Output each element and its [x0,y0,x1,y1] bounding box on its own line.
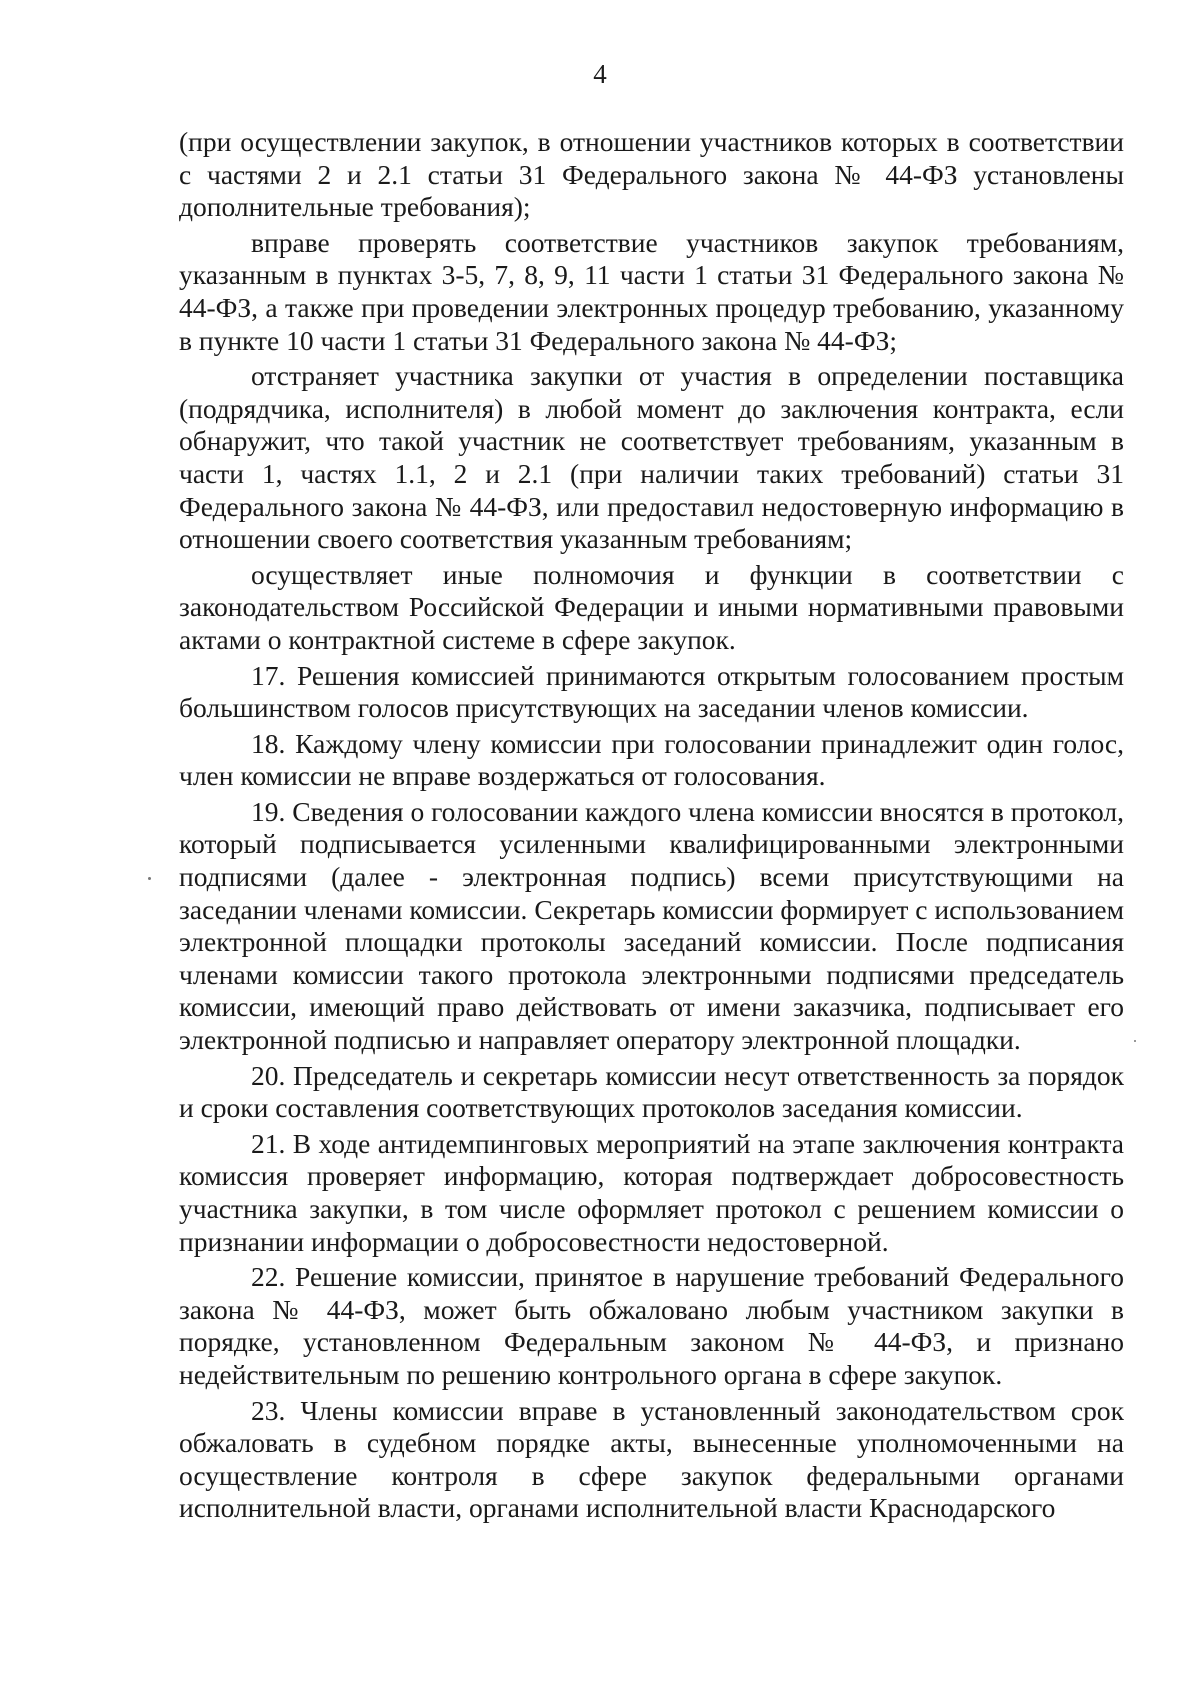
page-number: 4 [593,59,607,89]
paragraph-continuation: (при осуществлении закупок, в отношении участников которых в соответствии с частями 2 и 2.1 статьи 31 Федерального закона № 44-ФЗ установлены дополнительные требования); [179,126,1124,223]
document-body [179,126,1124,1528]
paragraph-other-powers: осуществляет иные полномочия и функции в соответствии с законодательством Российской Федерации и иными нормативными правовыми актами о контрактной системе в сфере закупок. [179,558,1124,655]
paragraph-18: 18. Каждому члену комиссии при голосовании принадлежит один голос, член комиссии не вправе воздержаться от голосования. [179,727,1124,792]
paragraph-19: 19. Сведения о голосовании каждого члена комиссии вносятся в протокол, который подписывается усиленными квалифицированными электронными подписями (далее - электронная подпись) всеми присутствующими на заседании членами комиссии. Секретарь комиссии формирует с использованием электронной площадки протоколы заседаний комиссии. После подписания членами комиссии такого протокола электронными подписями председатель комиссии, имеющий право действовать от имени заказчика, подписывает его электронной подписью и направляет оператору электронной площадки. [179,795,1124,1056]
paragraph-verify-requirements: вправе проверять соответствие участников закупок требованиям, указанным в пунктах 3-5, 7, 8, 9, 11 части 1 статьи 31 Федерального закона № 44-ФЗ, а также при проведении электронных процедур требованию, указанному в пункте 10 части 1 статьи 31 Федерального закона № 44-ФЗ; [179,226,1124,356]
scan-speck [148,877,151,880]
scan-speck [1134,1040,1136,1042]
paragraph-23: 23. Члены комиссии вправе в установленный законодательством срок обжаловать в судебном порядке акты, вынесенные уполномоченными на осуществление контроля в сфере закупок федеральными органами исполнительной власти, органами исполнительной власти Краснодарского [179,1394,1124,1524]
paragraph-17: 17. Решения комиссией принимаются открытым голосованием простым большинством голосов присутствующих на заседании членов комиссии. [179,659,1124,724]
paragraph-21: 21. В ходе антидемпинговых мероприятий на этапе заключения контракта комиссия проверяет информацию, которая подтверждает добросовестность участника закупки, в том числе оформляет протокол с решением комиссии о признании информации о добросовестности недостоверной. [179,1127,1124,1257]
paragraph-disqualify-participant: отстраняет участника закупки от участия в определении поставщика (подрядчика, исполнителя) в любой момент до заключения контракта, если обнаружит, что такой участник не соответствует требованиям, указанным в части 1, частях 1.1, 2 и 2.1 (при наличии таких требований) статьи 31 Федерального закона № 44-ФЗ, или предоставил недостоверную информацию в отношении своего соответствия указанным требованиям; [179,360,1124,555]
paragraph-20: 20. Председатель и секретарь комиссии несут ответственность за порядок и сроки составления соответствующих протоколов заседания комиссии. [179,1059,1124,1124]
paragraph-22: 22. Решение комиссии, принятое в нарушение требований Федерального закона № 44-ФЗ, может быть обжаловано любым участником закупки в порядке, установленном Федеральным законом № 44-ФЗ, и признано недействительным по решению контрольного органа в сфере закупок. [179,1261,1124,1390]
